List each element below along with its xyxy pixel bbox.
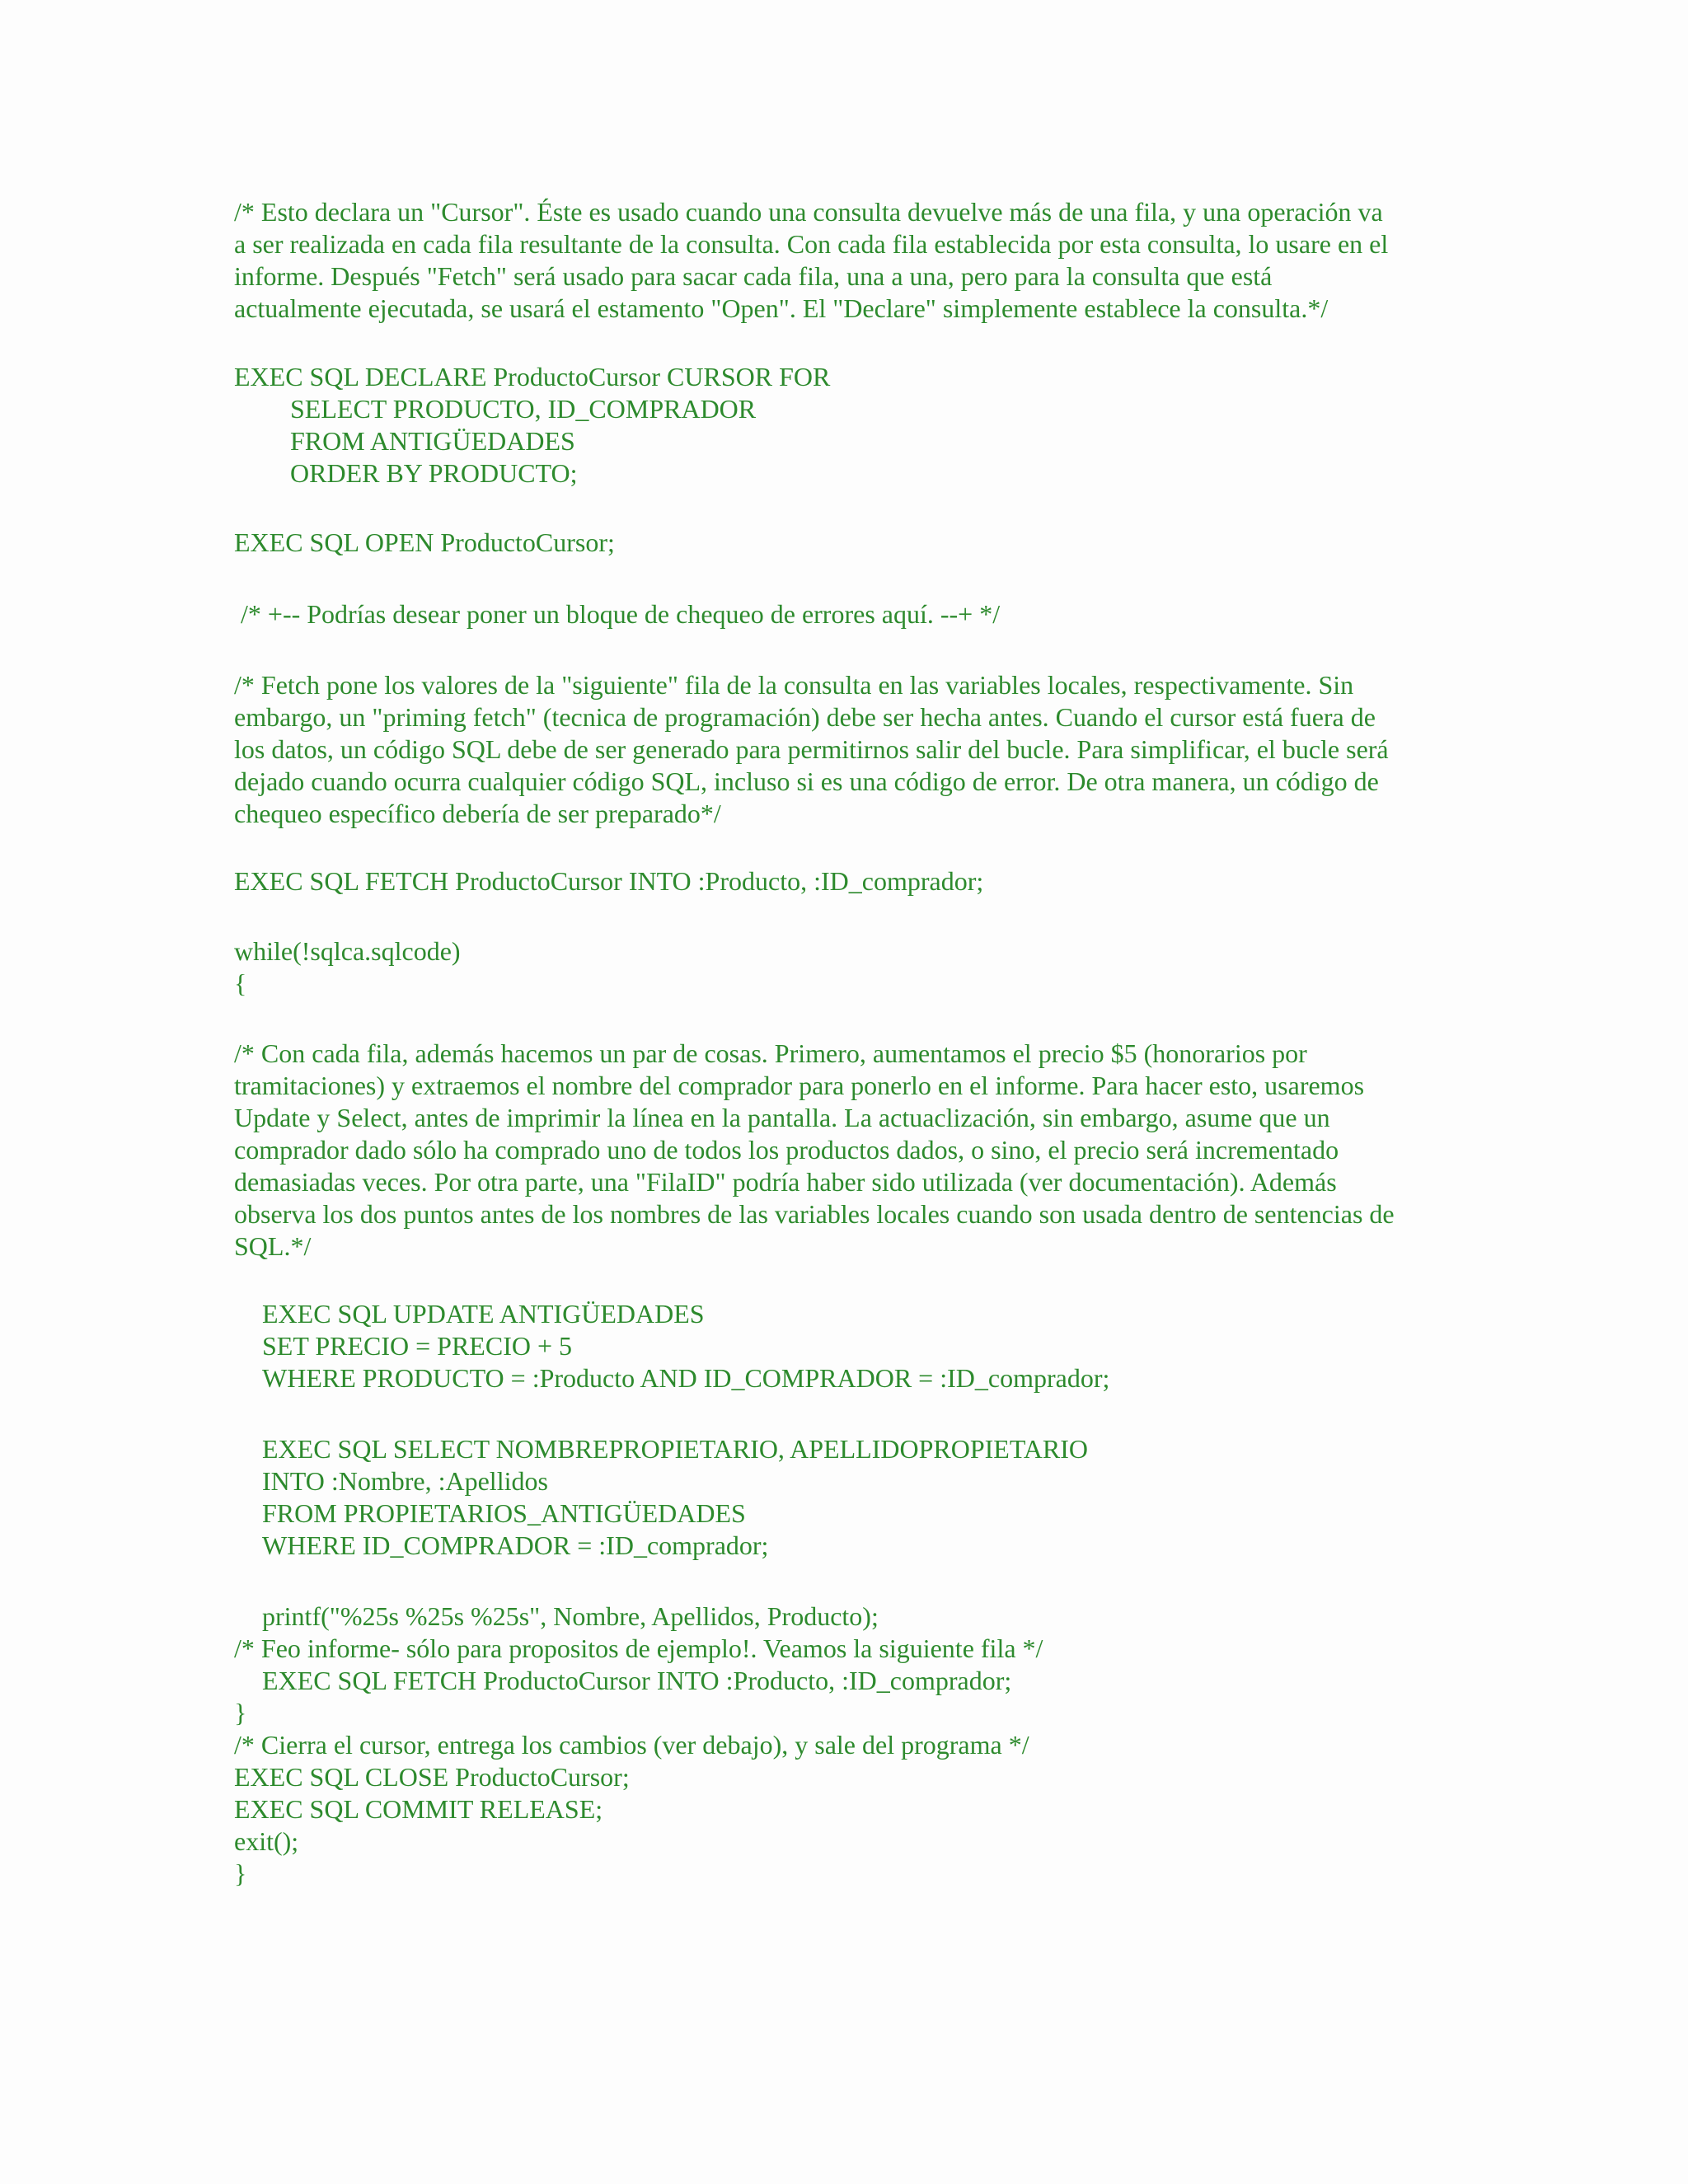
code-print-and-close-line: } xyxy=(234,1858,247,1888)
code-declare-cursor-line: SELECT PRODUCTO, ID_COMPRADOR xyxy=(290,394,757,424)
comment-loop-body-line: Update y Select, antes de imprimir la línea en la pantalla. La actuaclización, sin embargo, asume que un xyxy=(234,1103,1330,1132)
comment-error-check-line: /* +-- Podrías desear poner un bloque de chequeo de errores aquí. --+ */ xyxy=(241,599,1001,629)
comment-declare-cursor-line: /* Esto declara un "Cursor". Éste es usado cuando una consulta devuelve más de una fila, y una operación va xyxy=(234,197,1383,227)
comment-loop-body-line: /* Con cada fila, además hacemos un par de cosas. Primero, aumentamos el precio $5 (honorarios por xyxy=(234,1038,1307,1068)
comment-declare-cursor-line: actualmente ejecutada, se usará el estamento "Open". El "Declare" simplemente establece la consulta.*/ xyxy=(234,293,1329,323)
code-print-and-close-line: printf("%25s %25s %25s", Nombre, Apellidos, Producto); xyxy=(262,1601,879,1631)
code-print-and-close-line: EXEC SQL COMMIT RELEASE; xyxy=(234,1794,603,1824)
code-select-owner-line: EXEC SQL SELECT NOMBREPROPIETARIO, APELLIDOPROPIETARIO xyxy=(262,1434,1089,1464)
code-declare-cursor-line: EXEC SQL DECLARE ProductoCursor CURSOR FOR xyxy=(234,362,831,391)
comment-loop-body-line: observa los dos puntos antes de los nombres de las variables locales cuando son usada dentro de sentencias de xyxy=(234,1199,1395,1229)
code-select-owner-line: FROM PROPIETARIOS_ANTIGÜEDADES xyxy=(262,1498,746,1528)
code-declare-cursor-line: FROM ANTIGÜEDADES xyxy=(290,426,575,456)
comment-declare-cursor-line: informe. Después "Fetch" será usado para sacar cada fila, una a una, pero para la consulta que está xyxy=(234,261,1273,291)
code-print-and-close-line: EXEC SQL CLOSE ProductoCursor; xyxy=(234,1762,630,1792)
code-print-and-close-line: EXEC SQL FETCH ProductoCursor INTO :Producto, :ID_comprador; xyxy=(262,1666,1012,1695)
code-while-open-line: while(!sqlca.sqlcode) xyxy=(234,936,461,966)
comment-fetch-line: los datos, un código SQL debe de ser generado para permitirnos salir del bucle. Para simplificar, el bucle será xyxy=(234,734,1389,764)
code-first-fetch-line: EXEC SQL FETCH ProductoCursor INTO :Producto, :ID_comprador; xyxy=(234,866,984,896)
comment-fetch-line: dejado cuando ocurra cualquier código SQL, incluso si es una código de error. De otra manera, un código de xyxy=(234,766,1379,796)
code-select-owner-line: INTO :Nombre, :Apellidos xyxy=(262,1466,548,1496)
comment-loop-body-line: tramitaciones) y extraemos el nombre del comprador para ponerlo en el informe. Para hacer esto, usaremos xyxy=(234,1071,1365,1100)
comment-fetch-line: chequeo específico debería de ser preparado*/ xyxy=(234,799,721,828)
code-print-and-close-line: exit(); xyxy=(234,1826,299,1856)
comment-fetch-line: embargo, un "priming fetch" (tecnica de programación) debe ser hecha antes. Cuando el cursor está fuera de xyxy=(234,702,1376,732)
code-print-and-close-line: /* Cierra el cursor, entrega los cambios (ver debajo), y sale del programa */ xyxy=(234,1730,1029,1760)
code-open-cursor-line: EXEC SQL OPEN ProductoCursor; xyxy=(234,527,615,557)
code-print-and-close-line: /* Feo informe- sólo para propositos de ejemplo!. Veamos la siguiente fila */ xyxy=(234,1633,1043,1663)
comment-declare-cursor-line: a ser realizada en cada fila resultante de la consulta. Con cada fila establecida por esta consulta, lo usare en el xyxy=(234,229,1389,259)
comment-loop-body-line: SQL.*/ xyxy=(234,1231,312,1261)
code-update-line: SET PRECIO = PRECIO + 5 xyxy=(262,1331,572,1361)
code-declare-cursor-line: ORDER BY PRODUCTO; xyxy=(290,458,578,488)
code-update-line: EXEC SQL UPDATE ANTIGÜEDADES xyxy=(262,1299,705,1329)
comment-fetch-line: /* Fetch pone los valores de la "siguiente" fila de la consulta en las variables locales, respectivamente. Sin xyxy=(234,670,1354,700)
code-select-owner-line: WHERE ID_COMPRADOR = :ID_comprador; xyxy=(262,1530,769,1560)
comment-loop-body-line: comprador dado sólo ha comprado uno de todos los productos dados, o sino, el precio será incrementado xyxy=(234,1135,1339,1165)
code-while-open-line: { xyxy=(234,968,247,998)
code-update-line: WHERE PRODUCTO = :Producto AND ID_COMPRADOR = :ID_comprador; xyxy=(262,1363,1110,1393)
code-print-and-close-line: } xyxy=(234,1698,247,1727)
comment-loop-body-line: demasiadas veces. Por otra parte, una "FilaID" podría haber sido utilizada (ver documentación). Además xyxy=(234,1167,1337,1197)
